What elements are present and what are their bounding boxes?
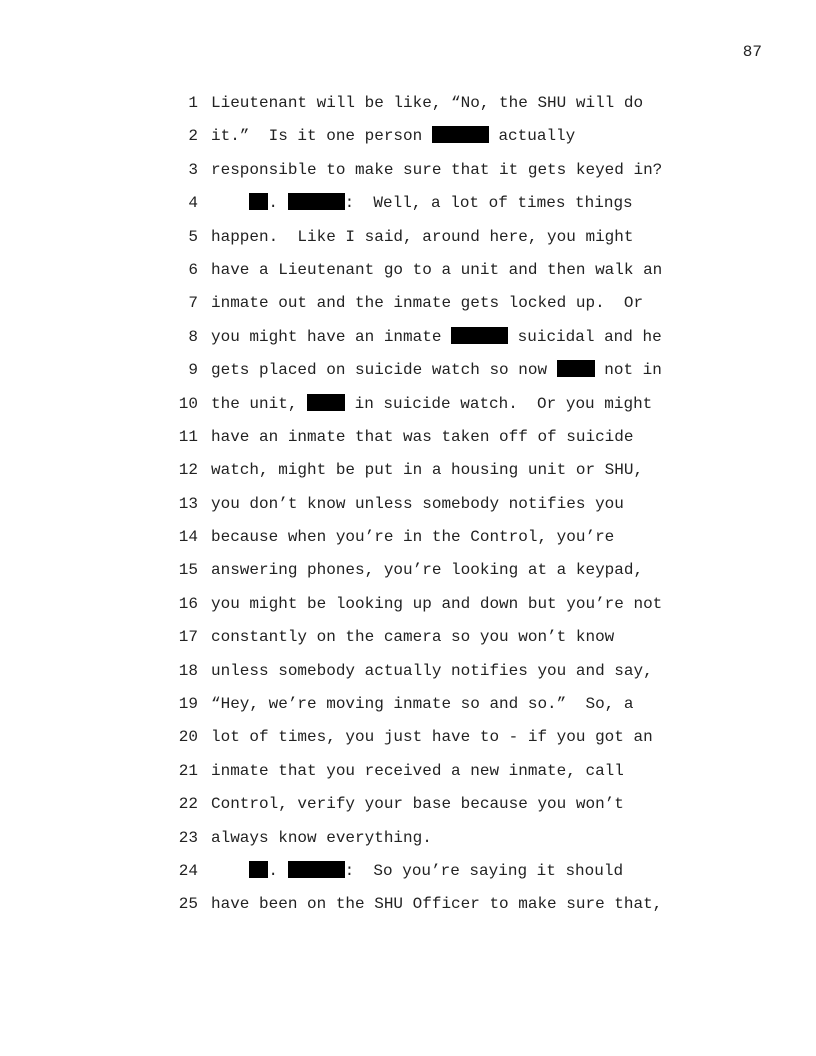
text-segment: responsible to make sure that it gets keyed in? <box>211 160 663 179</box>
redaction-box <box>451 327 508 344</box>
text-segment: Lieutenant will be like, “No, the SHU will do <box>211 94 644 112</box>
line-number: 11 <box>178 427 198 446</box>
line-number: 12 <box>178 461 198 480</box>
transcript-body <box>172 92 772 927</box>
line-number: 10 <box>178 394 198 413</box>
redaction-box <box>288 861 345 878</box>
line-number: 18 <box>178 661 198 680</box>
redaction-box <box>288 193 345 210</box>
text-segment: Control, verify your base because you won’t <box>211 795 624 814</box>
line-text <box>211 459 643 481</box>
text-segment: not in <box>594 361 662 380</box>
text-segment: always know everything. <box>211 828 432 847</box>
line-number: 1 <box>188 94 198 112</box>
page-number: 87 <box>742 43 762 61</box>
line-text <box>211 426 633 448</box>
text-segment: inmate that you received a new inmate, call <box>211 761 624 780</box>
text-segment: gets placed on suicide watch so now <box>211 361 557 380</box>
text-segment: lot of times, you just have to - if you got an <box>211 728 653 747</box>
text-segment <box>211 194 249 212</box>
line-number: 19 <box>178 695 198 714</box>
line-text <box>211 693 633 715</box>
transcript-line <box>172 459 772 492</box>
line-text <box>211 593 662 615</box>
transcript-line <box>172 526 772 559</box>
text-segment: unless somebody actually notifies you and say, <box>211 661 653 680</box>
text-segment: the unit, <box>211 394 308 413</box>
line-text <box>211 526 614 548</box>
line-number: 14 <box>178 528 198 547</box>
line-number: 13 <box>178 494 198 513</box>
line-number: 23 <box>178 828 198 847</box>
text-segment <box>211 862 249 880</box>
line-text <box>211 493 624 515</box>
transcript-line <box>172 125 772 158</box>
transcript-line <box>172 426 772 459</box>
text-segment: happen. Like I said, around here, you might <box>211 227 634 246</box>
line-text <box>211 793 624 815</box>
text-segment: inmate out and the inmate gets locked up. Or <box>211 294 644 313</box>
text-segment: you don’t know unless somebody notifies you <box>211 494 624 513</box>
text-segment: actually <box>488 127 576 146</box>
line-number: 6 <box>188 260 198 279</box>
line-number: 24 <box>178 861 198 880</box>
line-text <box>211 259 662 281</box>
line-text <box>211 92 643 114</box>
line-number: 3 <box>188 160 198 179</box>
line-text <box>211 359 662 381</box>
transcript-line <box>172 893 772 926</box>
transcript-line <box>172 393 772 426</box>
line-number: 25 <box>178 895 198 914</box>
line-text <box>211 159 662 181</box>
transcript-line <box>172 259 772 292</box>
line-number: 16 <box>178 594 198 613</box>
text-segment: have an inmate that was taken off of suicide <box>211 427 634 446</box>
line-text <box>211 626 614 648</box>
line-text <box>211 393 652 415</box>
line-number: 4 <box>188 194 198 213</box>
redaction-box <box>557 360 595 377</box>
line-number: 15 <box>178 561 198 580</box>
text-segment: answering phones, you’re looking at a keypad, <box>211 561 644 580</box>
transcript-line <box>172 226 772 259</box>
transcript-line <box>172 92 772 125</box>
line-number: 7 <box>188 294 198 313</box>
redaction-box <box>249 861 268 878</box>
transcript-line <box>172 326 772 359</box>
transcript-line <box>172 359 772 392</box>
line-number: 5 <box>188 227 198 246</box>
transcript-line <box>172 827 772 860</box>
text-segment: “Hey, we’re moving inmate so and so.” So, a <box>211 695 634 714</box>
transcript-line <box>172 660 772 693</box>
line-number: 22 <box>178 795 198 814</box>
text-segment: : Well, a lot of times things <box>344 194 633 213</box>
line-text <box>211 726 653 748</box>
line-text <box>211 559 643 581</box>
transcript-line <box>172 192 772 225</box>
text-segment: it.” Is it one person <box>211 127 432 146</box>
text-segment: you might have an inmate <box>211 327 452 346</box>
transcript-line <box>172 159 772 192</box>
text-segment: suicidal and he <box>508 327 662 346</box>
line-text <box>211 760 624 782</box>
line-text <box>211 192 633 214</box>
line-text <box>211 827 432 849</box>
transcript-line <box>172 559 772 592</box>
line-number: 21 <box>178 761 198 780</box>
redaction-box <box>307 394 345 411</box>
redaction-box <box>432 126 489 143</box>
text-segment: have been on the SHU Officer to make sure that, <box>211 895 663 914</box>
line-number: 2 <box>188 127 198 146</box>
text-segment: in suicide watch. Or you might <box>345 394 653 413</box>
line-number: 20 <box>178 728 198 747</box>
line-text <box>211 326 662 348</box>
transcript-line <box>172 292 772 325</box>
line-text <box>211 125 575 147</box>
redaction-box <box>249 193 268 210</box>
line-number: 17 <box>178 628 198 647</box>
text-segment: . <box>268 194 288 213</box>
transcript-line <box>172 793 772 826</box>
text-segment: watch, might be put in a housing unit or SHU, <box>211 461 644 480</box>
text-segment: have a Lieutenant go to a unit and then walk an <box>211 260 663 279</box>
line-text <box>211 292 643 314</box>
transcript-line <box>172 593 772 626</box>
line-text <box>211 660 653 682</box>
transcript-line <box>172 760 772 793</box>
line-text <box>211 893 662 915</box>
text-segment: you might be looking up and down but you’re not <box>211 594 663 613</box>
transcript-line <box>172 693 772 726</box>
transcript-line <box>172 493 772 526</box>
line-text <box>211 226 633 248</box>
text-segment: : So you’re saying it should <box>344 861 624 880</box>
text-segment: because when you’re in the Control, you’re <box>211 528 615 547</box>
text-segment: . <box>268 861 288 880</box>
text-segment: constantly on the camera so you won’t know <box>211 628 615 647</box>
transcript-line <box>172 726 772 759</box>
transcript-line <box>172 860 772 893</box>
line-number: 8 <box>188 327 198 346</box>
transcript-line <box>172 626 772 659</box>
line-text <box>211 860 623 882</box>
line-number: 9 <box>188 361 198 380</box>
